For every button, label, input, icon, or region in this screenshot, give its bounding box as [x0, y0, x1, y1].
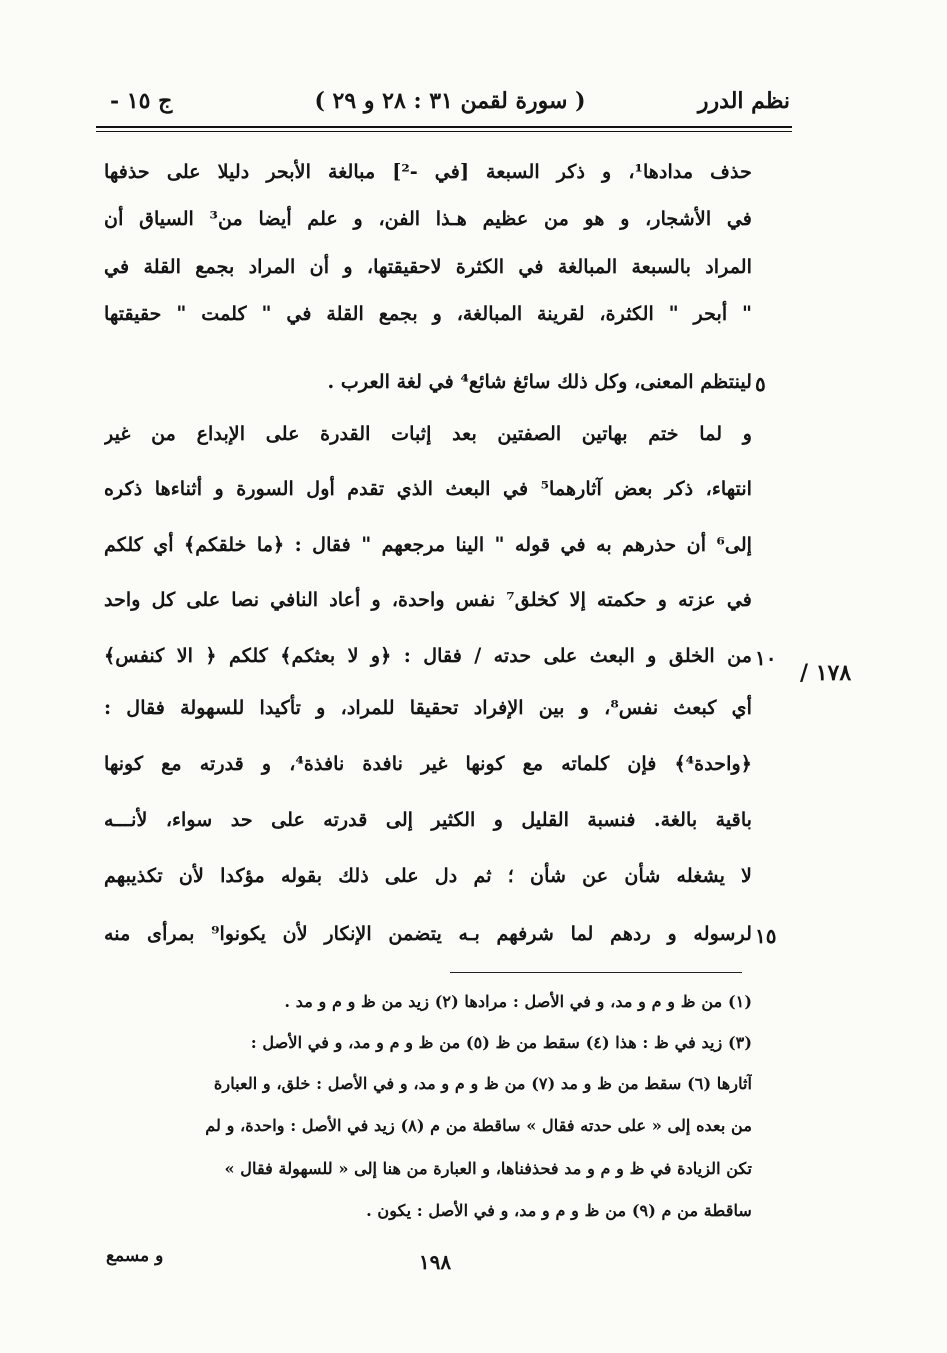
- footnote-line: تكن الزيادة في ظ و م و مد فحذفناها، و العبارة من هنا إلى « للسهولة فقال »: [224, 1159, 752, 1178]
- footnote-line: ساقطة من م (٩) من ظ و م و مد، و في الأصل : يكون .: [366, 1201, 752, 1220]
- text-line: أي كبعث نفس⁸، و بين الإفراد تحقيقا للمراد، و تأكيدا للسهولة فقال :: [104, 696, 752, 719]
- line-number-10: ١٠: [755, 646, 777, 670]
- header-rule: [96, 126, 792, 132]
- text-line: لرسوله و ردهم لما شرفهم بـه يتضمن الإنكار لأن يكونوا⁹ بمرأى منه: [104, 922, 752, 945]
- text-line: في عزته و حكمته إلا كخلق⁷ نفس واحدة، و أعاد النافي نصا على كل واحد: [104, 588, 752, 611]
- text-line: من الخلق و البعث على حدته / فقال : ﴿و لا بعثكم﴾ كلكم ﴿ الا كنفس﴾: [104, 644, 752, 667]
- text-line: باقية بالغة. فنسبة القليل و الكثير إلى قدرته على حد سواء، لأنـــه: [104, 808, 752, 831]
- text-line: في الأشجار، و هو من عظيم هـذا الفن، و علم أيضا من³ السياق أن: [104, 207, 752, 230]
- text-line: لا يشغله شأن عن شأن ؛ ثم دل على ذلك بقوله مؤكدا لأن تكذيبهم: [104, 864, 752, 887]
- text-line: و لما ختم بهاتين الصفتين بعد إثبات القدرة على الإبداع من غير: [104, 422, 752, 445]
- line-number-5: ٥: [755, 372, 766, 396]
- line-number-15: ١٥: [755, 924, 777, 948]
- page-number: ١٩٨: [418, 1250, 452, 1274]
- text-line: لينتظم المعنى، وكل ذلك سائغ شائع⁴ في لغة العرب .: [327, 370, 752, 393]
- text-line: ﴿واحدة⁴﴾ فإن كلماته مع كونها غير نافدة نافذة⁴، و قدرته مع كونها: [104, 752, 752, 775]
- surah-reference: ( سورة لقمن ٣١ : ٢٨ و ٢٩ ): [314, 88, 586, 114]
- footnote-line: آثارها (٦) سقط من ظ و مد (٧) من ظ و م و مد، و في الأصل : خلق، و العبارة: [213, 1074, 752, 1093]
- text-line: " أبحر " الكثرة، لقرينة المبالغة، و بجمع القلة في " كلمت " حقيقتها: [104, 302, 752, 325]
- text-line: إلى⁶ أن حذرهم به في قوله " الينا مرجعهم " فقال : ﴿ما خلقكم﴾ أي كلكم: [104, 533, 752, 556]
- catchword: و مسمع: [106, 1246, 164, 1266]
- footnote-line: من بعده إلى « على حدته فقال » ساقطة من م (٨) زيد في الأصل : واحدة، و لم: [205, 1116, 752, 1135]
- running-title: نظم الدرر: [697, 88, 790, 114]
- footnote-line: (٣) زيد في ظ : هذا (٤) سقط من ظ (٥) من ظ و م و مد، و في الأصل :: [250, 1033, 752, 1052]
- footnote-rule: [450, 972, 742, 973]
- footnote-line: (١) من ظ و م و مد، و في الأصل : مرادها (٢) زيد من ظ و م و مد .: [284, 992, 752, 1011]
- volume-reference: ج ١٥ -: [110, 88, 173, 114]
- text-line: حذف مدادها¹، و ذكر السبعة [في -²] مبالغة الأبحر دليلا على حذفها: [104, 160, 752, 183]
- margin-page-reference: ١٧٨ /: [800, 660, 852, 686]
- text-line: المراد بالسبعة المبالغة في الكثرة لاحقيقتها، و أن المراد بجمع القلة في: [104, 255, 752, 278]
- text-line: انتهاء، ذكر بعض آثارهما⁵ في البعث الذي تقدم أول السورة و أثناءها ذكره: [104, 477, 752, 500]
